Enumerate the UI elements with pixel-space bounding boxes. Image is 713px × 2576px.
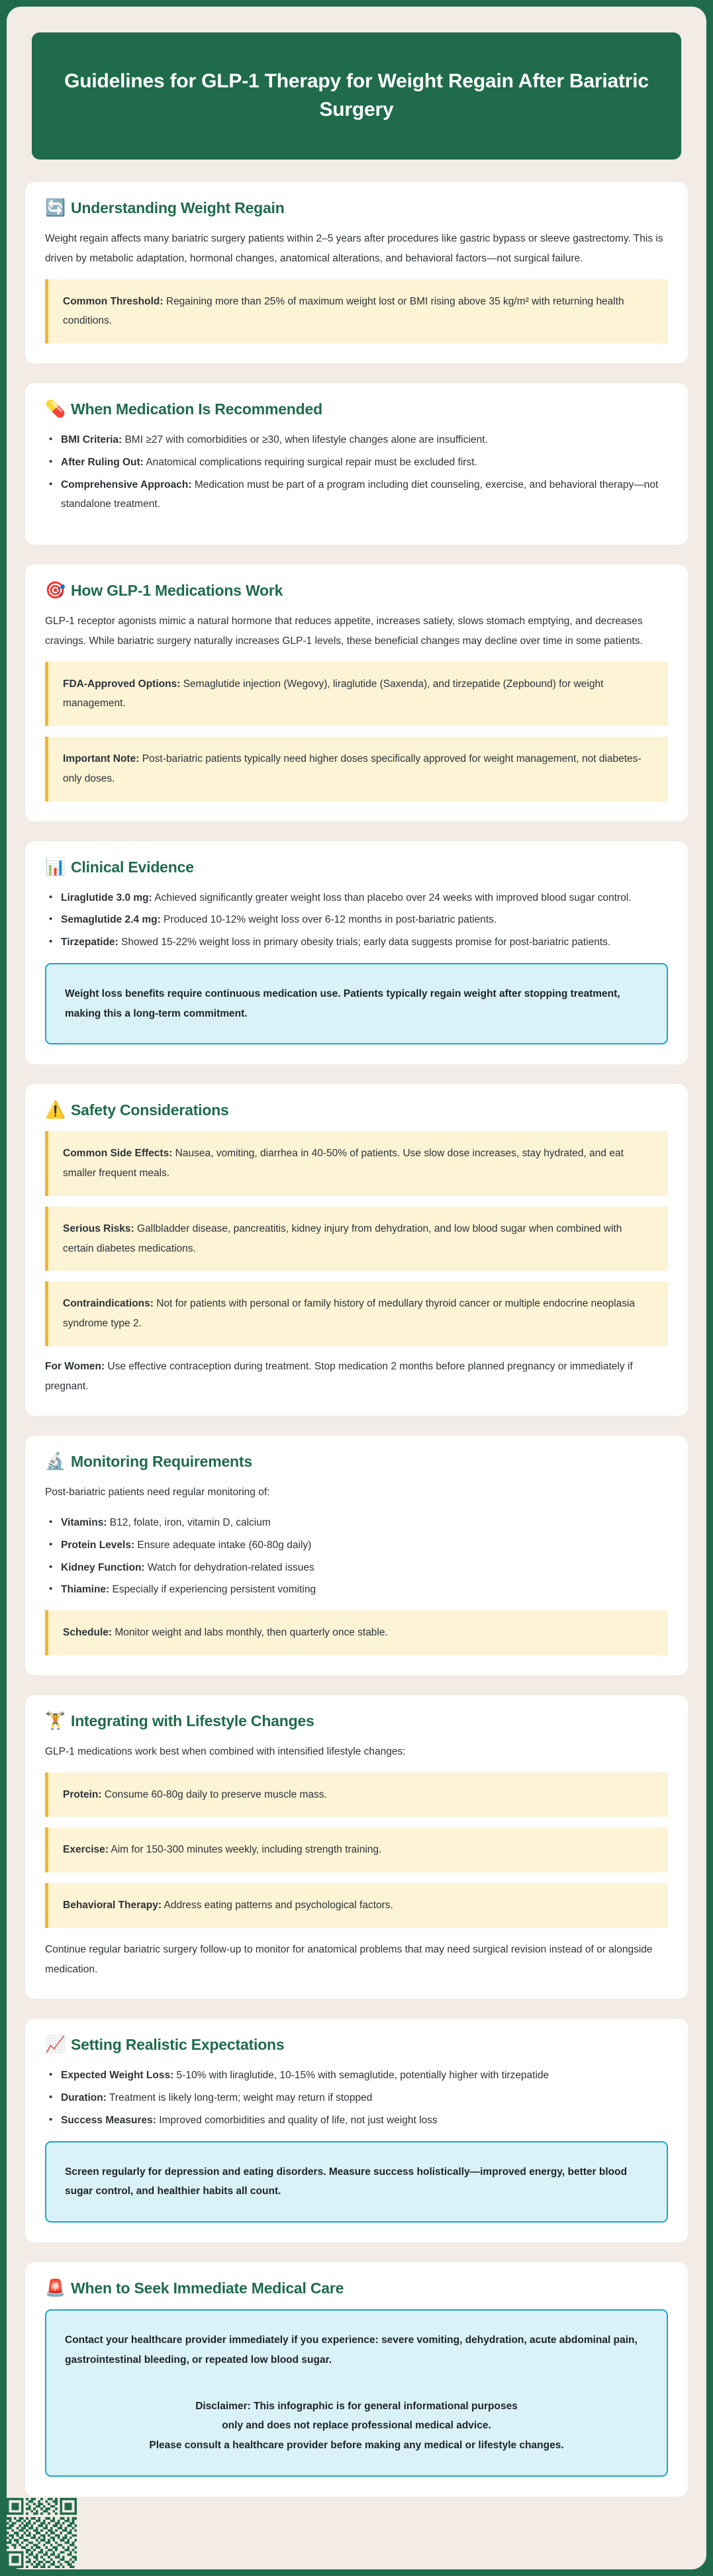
section-card-understanding-weight-regain bbox=[25, 182, 688, 363]
section-card-when-to-seek-immediate-medical-care bbox=[25, 2262, 688, 2497]
title-banner bbox=[32, 32, 681, 160]
highlight-box bbox=[45, 737, 668, 802]
section-card-how-glp1-medications-work bbox=[25, 565, 688, 821]
bullet-list bbox=[45, 888, 668, 952]
target-icon: 🎯 bbox=[45, 581, 66, 600]
highlight-text: Nausea, vomiting, diarrhea in 40-50% of patients. Use slow dose increases, stay hydrated, and eat smaller frequent meals. bbox=[63, 1148, 624, 1179]
highlight-label: Behavioral Therapy: bbox=[63, 1900, 162, 1911]
section-header bbox=[45, 400, 668, 418]
list-item-text: Improved comorbidities and quality of life, not just weight loss bbox=[156, 2114, 438, 2126]
list-item-text: Produced 10-12% weight loss over 6-12 months in post-bariatric patients. bbox=[160, 914, 497, 926]
section-header bbox=[45, 582, 668, 600]
section-title: How GLP-1 Medications Work bbox=[71, 582, 283, 599]
section-title: Integrating with Lifestyle Changes bbox=[71, 1712, 314, 1729]
section-paragraph: GLP-1 medications work best when combined with intensified lifestyle changes: bbox=[45, 1745, 406, 1757]
note-box: Screen regularly for depression and eating disorders. Measure success holistically—improved energy, better blood sugar control, and healthier habits all count. bbox=[45, 2141, 668, 2223]
section-title: Safety Considerations bbox=[71, 1101, 229, 1119]
list-item-label: Tirzepatide: bbox=[61, 937, 119, 948]
list-item bbox=[45, 1513, 668, 1533]
qr-code-image bbox=[7, 2498, 77, 2568]
highlight-label: FDA-Approved Options: bbox=[63, 678, 181, 690]
list-item-label: Thiamine: bbox=[61, 1584, 110, 1596]
list-item bbox=[45, 453, 668, 473]
list-item-label: Comprehensive Approach: bbox=[61, 479, 192, 490]
highlight-label: Protein: bbox=[63, 1788, 102, 1800]
section-header bbox=[45, 2279, 668, 2297]
weightlifter-icon: 🏋️ bbox=[45, 1711, 66, 1730]
qr-code[interactable] bbox=[7, 2498, 77, 2568]
list-item-text: Watch for dehydration-related issues bbox=[144, 1561, 314, 1573]
chart-increasing-icon: 📈 bbox=[45, 2035, 66, 2054]
list-item-text: Achieved significantly greater weight loss than placebo over 24 weeks with improved blood sugar control. bbox=[152, 892, 632, 903]
plain-note-text: Use effective contraception during treatment. Stop medication 2 months before planned pregnancy or immediately if pregnant. bbox=[45, 1360, 633, 1392]
microscope-icon: 🔬 bbox=[45, 1452, 66, 1471]
list-item-text: BMI ≥27 with comorbidities or ≥30, when lifestyle changes alone are insufficient. bbox=[122, 434, 488, 445]
alarm-light-icon: 🚨 bbox=[45, 2279, 66, 2297]
section-title: Understanding Weight Regain bbox=[71, 199, 285, 216]
list-item-label: Vitamins: bbox=[61, 1517, 107, 1528]
pill-icon: 💊 bbox=[45, 400, 66, 418]
highlight-label: Common Threshold: bbox=[63, 295, 164, 307]
section-footer-paragraph: Continue regular bariatric surgery follow-up to monitor for anatomical problems that may need surgical revision instead of or alongside medication. bbox=[45, 1943, 653, 1975]
note-box: Weight loss benefits require continuous medication use. Patients typically regain weight after stopping treatment, making this a long-term commitment. bbox=[45, 963, 668, 1045]
page-title: Guidelines for GLP-1 Therapy for Weight Regain After Bariatric Surgery bbox=[64, 70, 649, 120]
disclaimer-line: Disclaimer: This infographic is for general informational purposes bbox=[195, 2400, 518, 2412]
list-item bbox=[45, 933, 668, 952]
section-paragraph: GLP-1 receptor agonists mimic a natural hormone that reduces appetite, increases satiety, slows stomach emptying, and decreases cravings. While bariatric surgery naturally increases GLP-1 levels, these beneficial changes may decline over time in some patients. bbox=[45, 616, 643, 647]
highlight-label: Contraindications: bbox=[63, 1298, 154, 1310]
list-item bbox=[45, 430, 668, 450]
warning-triangle-icon: ⚠️ bbox=[45, 1101, 66, 1120]
section-title: Setting Realistic Expectations bbox=[71, 2036, 285, 2054]
section-header bbox=[45, 2036, 668, 2054]
highlight-box bbox=[45, 1131, 668, 1196]
section-paragraph: Post-bariatric patients need regular monitoring of: bbox=[45, 1487, 270, 1498]
highlight-box bbox=[45, 1772, 668, 1817]
highlight-text: Gallbladder disease, pancreatitis, kidney injury from dehydration, and low blood sugar when combined with certain diabetes medications. bbox=[63, 1222, 622, 1254]
highlight-text: Not for patients with personal or family history of medullary thyroid cancer or multiple endocrine neoplasia syndrome type 2. bbox=[63, 1298, 636, 1329]
disclaimer-line: only and does not replace professional medical advice. bbox=[222, 2420, 491, 2432]
list-item-text: Showed 15-22% weight loss in primary obesity trials; early data suggests promise for post-bariatric patients. bbox=[118, 937, 611, 948]
list-item-label: BMI Criteria: bbox=[61, 434, 122, 445]
highlight-box bbox=[45, 279, 668, 344]
disclaimer bbox=[65, 2397, 648, 2456]
highlight-box bbox=[45, 1207, 668, 1271]
list-item-text: Especially if experiencing persistent vomiting bbox=[109, 1584, 316, 1596]
list-item-text: 5-10% with liraglutide, 10-15% with semaglutide, potentially higher with tirzepatide bbox=[173, 2070, 549, 2082]
list-item bbox=[45, 475, 668, 515]
highlight-label: Common Side Effects: bbox=[63, 1148, 173, 1160]
highlight-box bbox=[45, 1827, 668, 1872]
section-header bbox=[45, 1453, 668, 1471]
highlight-text: Aim for 150-300 minutes weekly, including strength training. bbox=[108, 1844, 382, 1856]
highlight-label: Serious Risks: bbox=[63, 1222, 134, 1234]
bullet-list bbox=[45, 1513, 668, 1600]
list-item-label: Protein Levels: bbox=[61, 1539, 135, 1551]
section-title: Monitoring Requirements bbox=[71, 1453, 252, 1471]
section-card-integrating-with-lifestyle-changes bbox=[25, 1695, 688, 2000]
highlight-box bbox=[45, 1883, 668, 1928]
highlight-box bbox=[45, 662, 668, 727]
section-card-setting-realistic-expectations bbox=[25, 2019, 688, 2242]
list-item-label: After Ruling Out: bbox=[61, 456, 144, 468]
list-item-label: Duration: bbox=[61, 2092, 107, 2103]
list-item bbox=[45, 1580, 668, 1600]
list-item bbox=[45, 2066, 668, 2086]
section-header bbox=[45, 858, 668, 876]
section-title: When Medication Is Recommended bbox=[71, 400, 322, 418]
highlight-text: Semaglutide injection (Wegovy), liraglutide (Saxenda), and tirzepatide (Zepbound) for weight management. bbox=[63, 678, 604, 710]
list-item bbox=[45, 1536, 668, 1555]
highlight-text: Monitor weight and labs monthly, then quarterly once stable. bbox=[112, 1627, 388, 1638]
bar-chart-icon: 📊 bbox=[45, 857, 66, 876]
list-item bbox=[45, 910, 668, 930]
page-inner bbox=[7, 7, 706, 2569]
list-item-text: Treatment is likely long-term; weight may return if stopped bbox=[106, 2092, 373, 2103]
list-item bbox=[45, 2111, 668, 2131]
disclaimer-line: Please consult a healthcare provider before making any medical or lifestyle changes. bbox=[149, 2440, 564, 2451]
section-card-clinical-evidence bbox=[25, 841, 688, 1065]
list-item-label: Success Measures: bbox=[61, 2114, 156, 2126]
list-item-text: Ensure adequate intake (60-80g daily) bbox=[134, 1539, 312, 1551]
highlight-label: Important Note: bbox=[63, 753, 140, 764]
highlight-label: Schedule: bbox=[63, 1627, 113, 1638]
highlight-box bbox=[45, 1610, 668, 1655]
list-item bbox=[45, 888, 668, 908]
highlight-box bbox=[45, 1281, 668, 1346]
list-item bbox=[45, 2088, 668, 2108]
highlight-label: Exercise: bbox=[63, 1844, 109, 1856]
section-header bbox=[45, 1101, 668, 1119]
section-title: When to Seek Immediate Medical Care bbox=[71, 2279, 344, 2297]
list-item-label: Kidney Function: bbox=[61, 1561, 145, 1573]
note-box bbox=[45, 2309, 668, 2477]
plain-note bbox=[45, 1357, 668, 1397]
bullet-list bbox=[45, 2066, 668, 2130]
list-item-label: Expected Weight Loss: bbox=[61, 2070, 174, 2082]
highlight-text: Post-bariatric patients typically need higher doses specifically approved for weight management, not diabetes-only doses. bbox=[63, 753, 642, 784]
list-item-label: Semaglutide 2.4 mg: bbox=[61, 914, 161, 926]
list-item-text: B12, folate, iron, vitamin D, calcium bbox=[107, 1517, 271, 1528]
section-card-when-medication-is-recommended bbox=[25, 383, 688, 545]
plain-note-label: For Women: bbox=[45, 1360, 105, 1372]
note-text: Contact your healthcare provider immediately if you experience: severe vomiting, dehydration, acute abdominal pain, gastrointestinal bleeding, or repeated low blood sugar. bbox=[65, 2334, 638, 2366]
section-header bbox=[45, 1712, 668, 1730]
list-item-text: Medication must be part of a program including diet counseling, exercise, and behavioral therapy—not standalone treatment. bbox=[61, 479, 659, 510]
section-header bbox=[45, 199, 668, 217]
section-card-monitoring-requirements bbox=[25, 1436, 688, 1675]
section-paragraph: Weight regain affects many bariatric surgery patients within 2–5 years after procedures like gastric bypass or sleeve gastrectomy. This is driven by metabolic adaptation, hormonal changes, anatomical alterations, and behavioral factors—not surgical failure. bbox=[45, 233, 663, 264]
highlight-text: Regaining more than 25% of maximum weight lost or BMI rising above 35 kg/m² with returning health conditions. bbox=[63, 295, 624, 327]
section-card-safety-considerations bbox=[25, 1084, 688, 1416]
refresh-sync-icon: 🔄 bbox=[45, 199, 66, 217]
highlight-text: Address eating patterns and psychological factors. bbox=[162, 1900, 393, 1911]
section-title: Clinical Evidence bbox=[71, 858, 194, 876]
list-item-label: Liraglutide 3.0 mg: bbox=[61, 892, 152, 903]
list-item bbox=[45, 1558, 668, 1578]
bullet-list bbox=[45, 430, 668, 514]
highlight-text: Consume 60-80g daily to preserve muscle mass. bbox=[101, 1788, 327, 1800]
list-item-text: Anatomical complications requiring surgical repair must be excluded first. bbox=[143, 456, 477, 468]
